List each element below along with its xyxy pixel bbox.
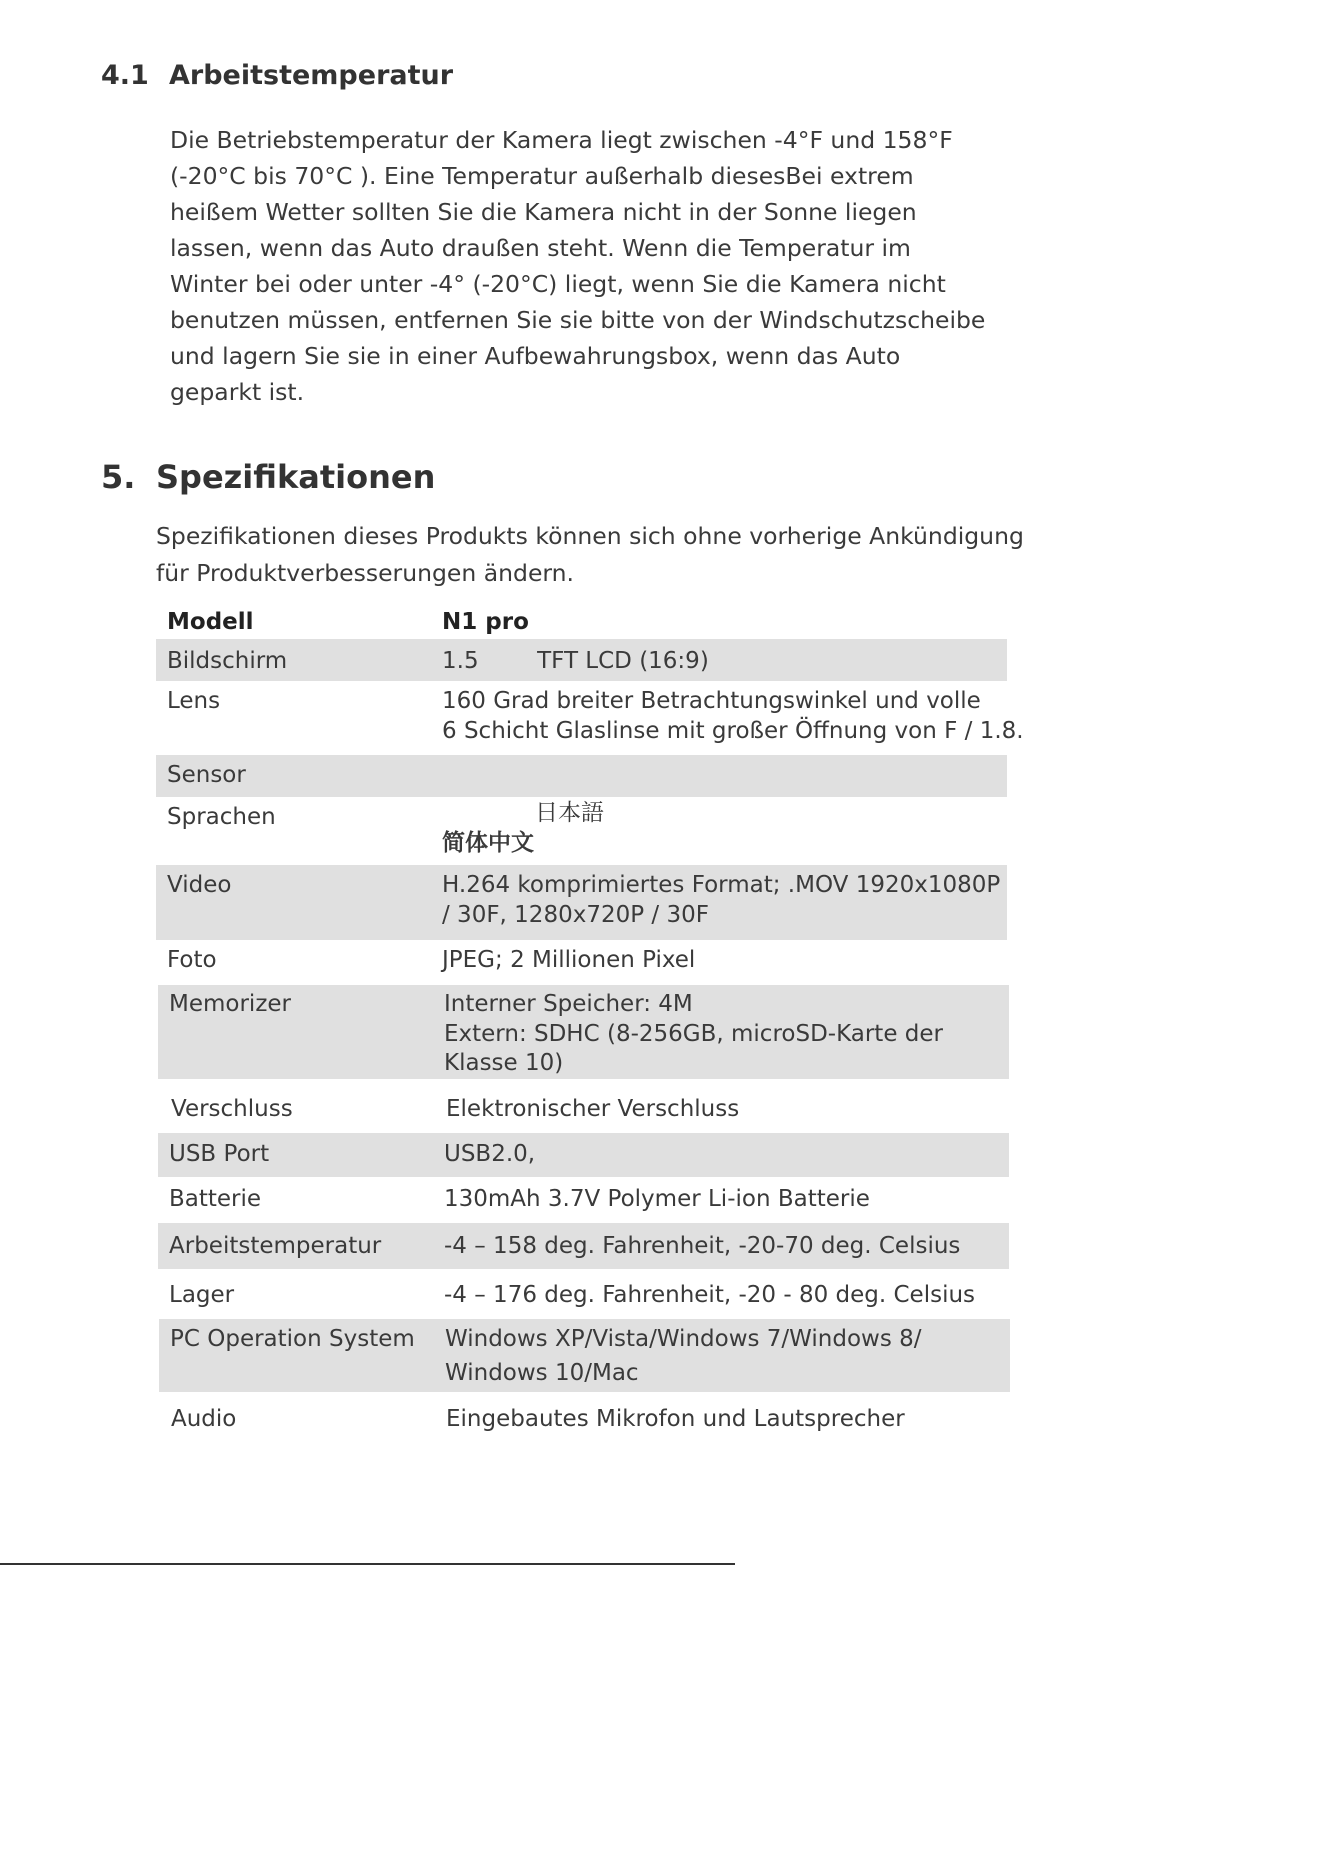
spec-label: Lens [167,688,221,714]
paragraph-line: (-20°C bis 70°C ). Eine Temperatur außerhalb diesesBei extrem [170,162,914,190]
spec-row-memorizer [158,985,1009,1079]
spec-row-foto [156,942,1007,984]
spec-value: Interner Speicher: 4M [444,991,693,1017]
spec-label: PC Operation System [170,1326,415,1352]
paragraph-line: geparkt ist. [170,378,305,406]
spec-value: Extern: SDHC (8-256GB, microSD-Karte der [444,1021,943,1047]
spec-row-bildschirm [156,639,1007,681]
spec-value: Klasse 10) [444,1050,564,1076]
spec-label: Verschluss [171,1096,293,1122]
spec-value: 1.5 TFT LCD (16:9) [442,648,709,674]
paragraph-line: Winter bei oder unter -4° (-20°C) liegt, wenn Sie die Kamera nicht [170,270,946,298]
spec-row-lager [158,1272,1009,1318]
spec-value: -4 – 176 deg. Fahrenheit, -20 - 80 deg. Celsius [444,1282,976,1308]
spec-value: / 30F, 1280x720P / 30F [442,902,709,928]
paragraph-line: und lagern Sie sie in einer Aufbewahrungsbox, wenn das Auto [170,342,901,370]
spec-value: 简体中文 [442,830,534,856]
spec-row-audio [160,1396,1011,1440]
spec-row-sensor [156,755,1007,797]
spec-header-label: Modell [167,609,254,635]
spec-value: H.264 komprimiertes Format; .MOV 1920x1080P [442,872,1001,898]
spec-row-sprachen [156,798,1007,864]
spec-value: Windows 10/Mac [445,1360,639,1386]
intro-line: Spezifikationen dieses Produkts können sich ohne vorherige Ankündigung [156,522,1024,550]
spec-label: Arbeitstemperatur [169,1233,382,1259]
spec-label: USB Port [169,1141,270,1167]
section-5-intro [156,518,1056,592]
section-title: Arbeitstemperatur [169,60,454,91]
spec-row-batterie [158,1179,1009,1221]
paragraph-line: heißem Wetter sollten Sie die Kamera nicht in der Sonne liegen [170,198,917,226]
spec-row-arbeitstemperatur [158,1223,1009,1269]
spec-value: JPEG; 2 Millionen Pixel [442,947,696,973]
footer-rule [0,1563,735,1565]
spec-value: USB2.0, [444,1141,536,1167]
spec-value: 160 Grad breiter Betrachtungswinkel und volle [442,688,981,714]
section-number: 5. [101,458,136,496]
spec-label: Lager [169,1282,235,1308]
spec-row-lens [156,683,1024,753]
section-title: Spezifikationen [156,458,436,496]
section-4-1-paragraph [170,122,986,410]
spec-value: 日本語 [535,800,604,826]
spec-label: Bildschirm [167,648,288,674]
spec-header-row [156,606,1007,638]
spec-value: Windows XP/Vista/Windows 7/Windows 8/ [445,1326,922,1352]
spec-value: 6 Schicht Glaslinse mit großer Öffnung von F / 1.8. [442,718,1024,744]
spec-label: Foto [167,947,217,973]
section-5-heading [101,458,435,496]
spec-row-pc-operation-system [159,1319,1010,1392]
spec-value: 130mAh 3.7V Polymer Li-ion Batterie [444,1186,870,1212]
spec-row-video [156,865,1007,940]
section-4-1-heading [101,60,453,91]
spec-label: Sprachen [167,804,276,830]
paragraph-line: Die Betriebstemperatur der Kamera liegt zwischen -4°F und 158°F [170,126,953,154]
spec-value: Elektronischer Verschluss [446,1096,740,1122]
spec-label: Batterie [169,1186,262,1212]
section-number: 4.1 [101,60,149,91]
spec-label: Memorizer [169,991,291,1017]
paragraph-line: benutzen müssen, entfernen Sie sie bitte von der Windschutzscheibe [170,306,986,334]
spec-label: Video [167,872,232,898]
spec-header-value: N1 pro [442,609,529,635]
spec-row-usb-port [158,1133,1009,1177]
spec-label: Audio [171,1406,237,1432]
spec-value: Eingebautes Mikrofon und Lautsprecher [446,1406,905,1432]
spec-row-verschluss [160,1087,1011,1131]
spec-label: Sensor [167,762,246,788]
paragraph-line: lassen, wenn das Auto draußen steht. Wenn die Temperatur im [170,234,911,262]
intro-line: für Produktverbesserungen ändern. [156,559,575,587]
spec-value: -4 – 158 deg. Fahrenheit, -20-70 deg. Celsius [444,1233,961,1259]
